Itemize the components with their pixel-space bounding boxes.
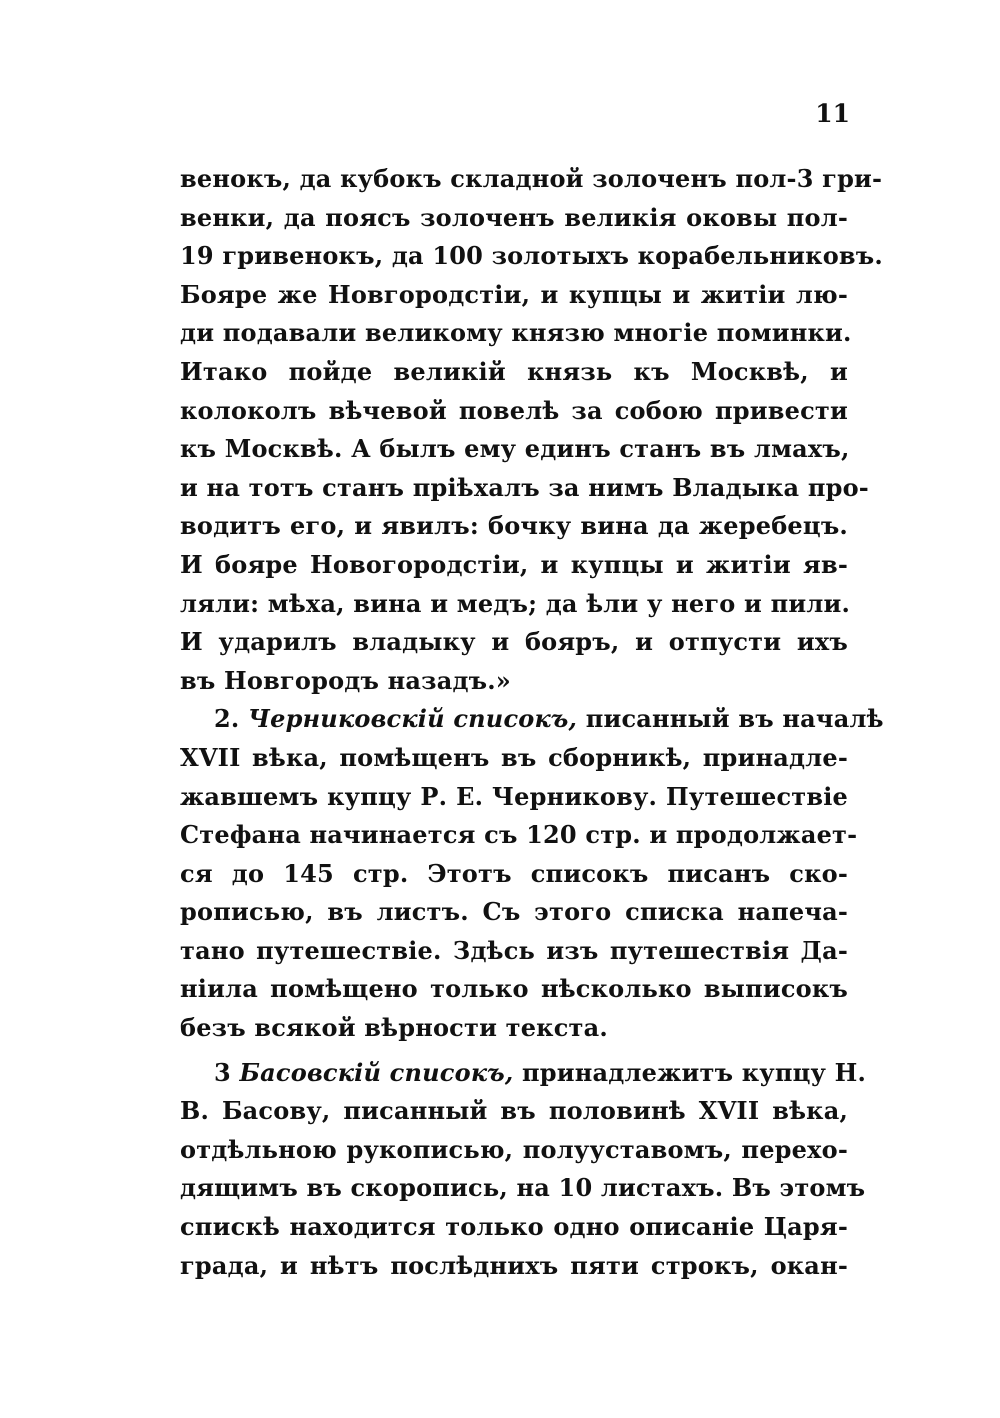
text-line: 19 гривенокъ, да 100 золотыхъ корабельниковъ. bbox=[180, 241, 883, 271]
text-line: венокъ, да кубокъ складной золоченъ пол-3 гри- bbox=[180, 164, 883, 193]
text-line: тано путешествіе. Здѣсь изъ путешествія Да- bbox=[180, 935, 848, 965]
text-line: безъ всякой вѣрности текста. bbox=[180, 1013, 608, 1043]
paragraph-2 bbox=[180, 700, 884, 1047]
text-line: водитъ его, и явилъ: бочку вина да жеребецъ. bbox=[180, 511, 848, 541]
text-line: В. Басову, писанный въ половинѣ XVII вѣка, bbox=[180, 1096, 848, 1126]
manuscript-title: Черниковскій списокъ, bbox=[248, 704, 578, 734]
text-line: жавшемъ купцу Р. Е. Черникову. Путешествіе bbox=[180, 781, 848, 811]
first-line-rest: принадлежитъ купцу Н. bbox=[522, 1057, 867, 1087]
paragraph-first-line bbox=[180, 700, 884, 739]
paragraph-first-line bbox=[180, 1054, 867, 1093]
item-number: 2. bbox=[214, 704, 240, 734]
text-line: отдѣльною рукописью, полууставомъ, перехо- bbox=[180, 1134, 848, 1164]
text-line: венки, да поясъ золоченъ великія оковы пол- bbox=[180, 202, 848, 232]
text-line: Стефана начинается съ 120 стр. и продолжает- bbox=[180, 820, 858, 850]
text-line: града, и нѣтъ послѣднихъ пяти строкъ, окан- bbox=[180, 1250, 848, 1280]
text-line: и на тотъ станъ пріѣхалъ за нимъ Владыка про- bbox=[180, 472, 869, 502]
paragraph-1 bbox=[180, 160, 883, 700]
item-number: 3 bbox=[214, 1057, 231, 1087]
page-number: 11 bbox=[815, 99, 850, 128]
text-line: къ Москвѣ. А былъ ему единъ станъ въ лмахъ, bbox=[180, 434, 850, 464]
text-line: И бояре Новогородстіи, и купцы и житіи яв- bbox=[180, 549, 848, 579]
text-line: ди подавали великому князю многіе поминки. bbox=[180, 318, 852, 348]
text-line: дящимъ въ скоропись, на 10 листахъ. Въ этомъ bbox=[180, 1173, 866, 1203]
text-line: Итако пойде великій князь къ Москвѣ, и bbox=[180, 356, 848, 386]
text-line: колоколъ вѣчевой повелѣ за собою привести bbox=[180, 395, 848, 425]
text-line: И ударилъ владыку и бояръ, и отпусти ихъ bbox=[180, 627, 848, 657]
text-line: въ Новгородъ назадъ.» bbox=[180, 665, 512, 695]
text-line: рописью, въ листъ. Съ этого списка напеча- bbox=[180, 897, 848, 927]
manuscript-title: Басовскій списокъ, bbox=[239, 1057, 514, 1087]
first-line-rest: писанный въ началѣ bbox=[585, 704, 884, 734]
paragraph-3 bbox=[180, 1054, 867, 1286]
text-line: Бояре же Новгородстіи, и купцы и житіи лю- bbox=[180, 279, 848, 309]
text-line: спискѣ находится только одно описаніе Царя- bbox=[180, 1212, 848, 1242]
text-block bbox=[180, 160, 884, 1285]
text-line: ляли: мѣха, вина и медъ; да ѣли у него и пили. bbox=[180, 588, 851, 618]
text-line: ніила помѣщено только нѣсколько выписокъ bbox=[180, 974, 848, 1004]
text-line: ся до 145 стр. Этотъ списокъ писанъ ско- bbox=[180, 858, 848, 888]
text-line: XVII вѣка, помѣщенъ въ сборникѣ, принадле- bbox=[180, 742, 848, 772]
